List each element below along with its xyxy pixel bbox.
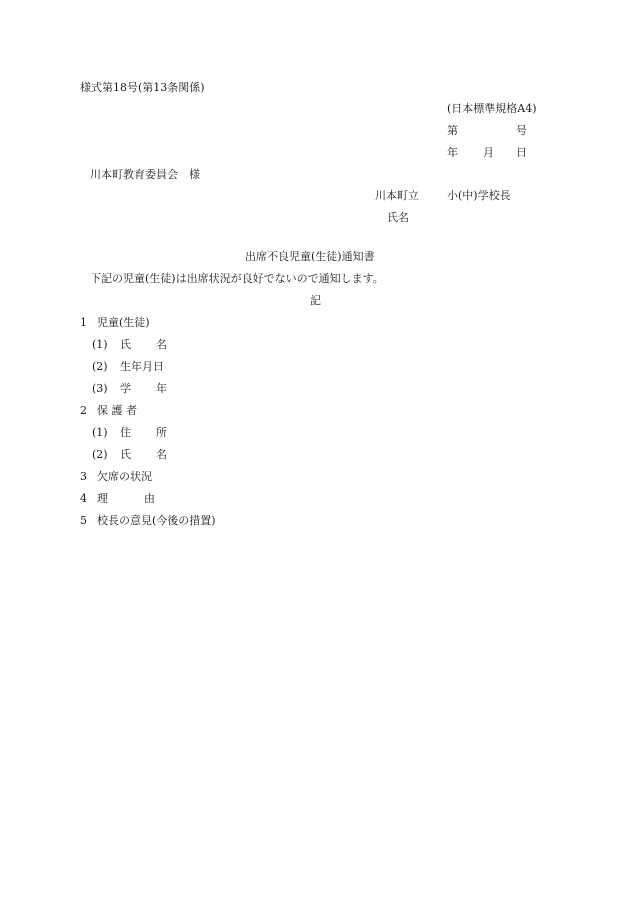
section-1-item-1-label-b: 名 [156,338,167,351]
sender-name-label: 氏名 [387,211,409,224]
document-number-prefix: 第 [447,124,458,137]
section-1-item-2-number: (2) [92,360,108,373]
section-1-number: 1 [80,316,87,329]
section-2-item-2-number: (2) [92,448,108,461]
recipient: 川本町教育委員会 様 [90,168,200,181]
document-number-suffix: 号 [516,124,527,137]
intro-text: 下記の児童(生徒)は出席状況が良好でないので通知します。 [90,272,384,285]
section-3-label: 欠席の状況 [97,470,152,483]
section-1-label: 児童(生徒) [97,316,150,329]
paper-standard: (日本標準規格A4) [447,102,537,115]
date-year: 年 [447,146,458,159]
section-2-item-1-label-b: 所 [156,426,167,439]
form-id: 様式第18号(第13条関係) [80,81,205,94]
section-2-number: 2 [80,404,87,417]
date-day: 日 [516,146,527,159]
section-2-item-2-label-a: 氏 [120,448,131,461]
section-1-item-2-label: 生年月日 [120,360,164,373]
section-2-label: 保 護 者 [97,404,137,417]
section-4-label-b: 由 [144,492,155,505]
section-1-item-3-number: (3) [92,382,108,395]
section-3-number: 3 [80,470,87,483]
section-5-number: 5 [80,514,87,527]
date-month: 月 [483,146,494,159]
section-5-label: 校長の意見(今後の措置) [97,514,216,527]
section-2-item-1-label-a: 住 [120,426,131,439]
sender-town: 川本町立 [375,189,419,202]
section-4-label-a: 理 [97,492,108,505]
sender-school: 小(中)学校長 [447,189,511,202]
section-1-item-1-number: (1) [92,338,108,351]
section-4-number: 4 [80,492,87,505]
section-1-item-1-label-a: 氏 [120,338,131,351]
section-2-item-1-number: (1) [92,426,108,439]
section-1-item-3-label-a: 学 [120,382,131,395]
document-title: 出席不良児童(生徒)通知書 [245,250,375,263]
ki-heading: 記 [310,294,321,307]
section-2-item-2-label-b: 名 [156,448,167,461]
section-1-item-3-label-b: 年 [156,382,167,395]
